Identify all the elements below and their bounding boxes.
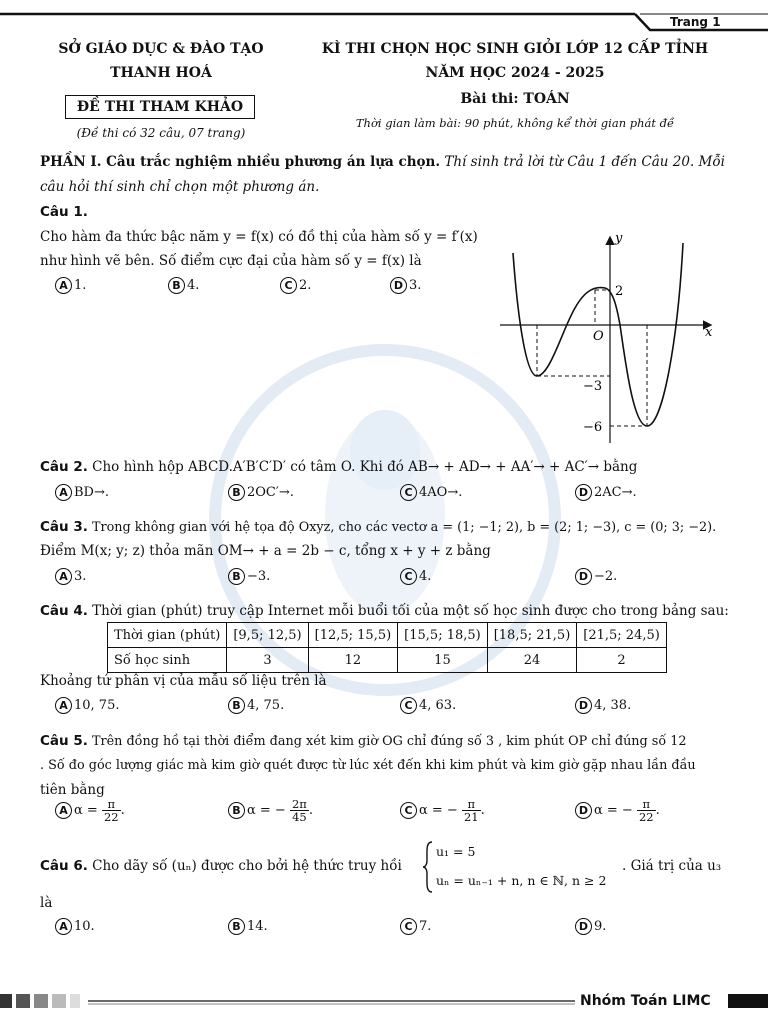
part1-instruction-line2: câu hỏi thí sinh chỉ chọn một phương án. [40,179,320,195]
fraction-numerator: π [637,798,656,811]
option-text: −3. [247,569,271,584]
q6-option-c[interactable] [400,918,431,935]
option-fraction [637,798,656,823]
option-text: 1. [74,278,87,293]
q4-option-b[interactable] [228,697,284,714]
option-text: 3. [409,278,422,293]
q5-stem-line1 [40,733,687,749]
option-fraction [462,798,481,823]
time-note: Thời gian làm bài: 90 phút, không kể thời gian phát đề [355,116,675,130]
q2-option-d[interactable] [575,484,637,501]
q5-text-line1: Trên đồng hồ tại thời điểm đang xét kim giờ OG chỉ đúng số 3 , kim phút OP chỉ đúng số 12 [91,734,687,749]
table-cell: Thời gian (phút) [108,623,227,648]
fraction-denominator: 21 [463,810,479,824]
q5-text-line2: . Số đo góc lượng giác mà kim giờ quét được từ lúc xét đến khi kim phút và kim giờ gặp nhau lần đầu [40,758,696,773]
option-prefix: α = − [594,803,633,818]
q2-option-a[interactable] [55,484,109,501]
q6-text-line2: là [40,895,53,911]
q6-system-line2: uₙ = uₙ₋₁ + n, n ∈ ℕ, n ≥ 2 [436,873,607,888]
q6-stem [40,858,402,874]
option-marker: C [400,802,417,819]
fraction-numerator: π [462,798,481,811]
option-marker: B [228,918,245,935]
option-text: 7. [419,919,432,934]
q6-text-before: Cho dãy số (uₙ) được cho bởi hệ thức truy hồi [92,858,402,874]
header-rule [0,0,768,40]
option-text: 9. [594,919,607,934]
q2-label: Câu 2. [40,459,88,475]
q1-derivative-graph [495,228,720,448]
q3-option-d[interactable] [575,568,617,585]
option-marker: A [55,697,72,714]
table-cell: 3 [227,648,308,673]
option-marker: C [400,568,417,585]
q4-after-text: Khoảng tứ phân vị của mẫu số liệu trên là [40,673,327,689]
tick-label-m6: −6 [583,420,603,435]
exam-type-box: ĐỀ THI THAM KHẢO [65,95,255,119]
q1-option-a[interactable] [55,277,86,294]
q3-label: Câu 3. [40,519,88,535]
q5-label: Câu 5. [40,733,88,749]
option-marker: B [168,277,185,294]
option-prefix: α = − [419,803,458,818]
fraction-denominator: 22 [103,810,119,824]
q1-option-d[interactable] [390,277,421,294]
q5-option-a[interactable]: A α = $\frac{\pi}{22}$ . [55,798,125,823]
tick-label-2: 2 [615,284,624,299]
table-row [108,648,667,673]
table-cell: [15,5; 18,5) [398,623,488,648]
table-cell: [9,5; 12,5) [227,623,308,648]
option-text: 2OC′→. [247,485,294,500]
q6-text-after: . Giá trị của u₃ [622,858,722,874]
exam-title-line2: NĂM HỌC 2024 - 2025 [425,65,605,81]
option-marker: D [575,802,592,819]
table-cell: [18,5; 21,5) [487,623,577,648]
option-marker: A [55,568,72,585]
option-marker: C [280,277,297,294]
fraction-denominator: 22 [638,810,654,824]
option-text: 4AO→. [419,485,463,500]
part1-heading: PHẦN I. Câu trắc nghiệm nhiều phương án lựa chọn. [40,154,441,170]
q1-label: Câu 1. [40,204,88,220]
q4-text: Thời gian (phút) truy cập Internet mỗi buổi tối của một số học sinh được cho trong bảng sau: [92,603,729,619]
q1-text-line1: Cho hàm đa thức bậc năm y = f(x) có đồ thị của hàm số y = f′(x) [40,229,478,245]
y-axis-label: y [615,231,623,246]
footer-brand: Nhóm Toán LIMC [580,993,711,1009]
option-marker: A [55,484,72,501]
org-line2: THANH HOÁ [110,65,212,81]
option-text: BD→. [74,485,110,500]
q2-stem [40,459,637,475]
option-text: 4. [419,569,432,584]
option-text: 10, 75. [74,698,120,713]
option-text: 10. [74,919,95,934]
option-text: 14. [247,919,268,934]
subject: Bài thi: TOÁN [460,91,570,107]
q5-option-c[interactable]: C α = − $\frac{\pi}{21}$ . [400,798,485,823]
option-fraction [102,798,121,823]
q5-option-b[interactable]: B α = − $\frac{2\pi}{45}$ . [228,798,313,823]
option-text: 4, 38. [594,698,632,713]
q4-option-d[interactable] [575,697,631,714]
option-text: 2. [299,278,312,293]
option-fraction [290,798,309,823]
option-marker: C [400,918,417,935]
option-text: 4. [187,278,200,293]
option-marker: A [55,277,72,294]
q6-system-line1: u₁ = 5 [436,844,476,859]
exam-title-line1: KÌ THI CHỌN HỌC SINH GIỎI LỚP 12 CẤP TỈNH [321,41,709,57]
option-prefix: α = [74,803,98,818]
option-marker: B [228,484,245,501]
table-cell: [21,5; 24,5) [577,623,667,648]
x-axis-label: x [705,325,713,340]
option-prefix: α = − [247,803,286,818]
origin-label: O [593,329,604,344]
option-marker: D [390,277,407,294]
fraction-numerator: π [102,798,121,811]
q6-option-a[interactable] [55,918,95,935]
option-marker: C [400,484,417,501]
option-marker: A [55,918,72,935]
q5-text-line3: tiên bằng [40,782,105,798]
q4-option-c[interactable] [400,697,456,714]
option-marker: D [575,918,592,935]
part1-instruction-line1: Thí sinh trả lời từ Câu 1 đến Câu 20. Mỗi [444,154,725,170]
option-marker: D [575,484,592,501]
q3-text-line1: Trong không gian với hệ tọa độ Oxyz, cho các vectơ a = (1; −1; 2), b = (2; 1; −3), c = (0; 3; −2). [91,520,717,535]
option-marker: A [55,802,72,819]
option-text: 4, 75. [247,698,285,713]
fraction-numerator: 2π [291,797,307,811]
option-text: 4, 63. [419,698,457,713]
table-cell: 15 [398,648,488,673]
q1-option-b[interactable] [168,277,199,294]
q1-text-line2: như hình vẽ bên. Số điểm cực đại của hàm số y = f(x) là [40,253,422,269]
table-cell: [12,5; 15,5) [308,623,398,648]
q4-frequency-table [107,622,667,673]
option-marker: B [228,697,245,714]
tick-label-m3: −3 [583,379,603,394]
option-text: −2. [594,569,618,584]
q3-text-line2: Điểm M(x; y; z) thỏa mãn OM→ + a = 2b − c, tổng x + y + z bằng [40,543,491,559]
table-cell: 12 [308,648,398,673]
q2-text: Cho hình hộp ABCD.A′B′C′D′ có tâm O. Khi đó AB→ + AD→ + AA′→ + AC′→ bằng [92,459,638,475]
q1-option-c[interactable] [280,277,311,294]
option-text: 3. [74,569,87,584]
q2-option-c[interactable] [400,484,462,501]
q3-option-a[interactable] [55,568,86,585]
q6-option-d[interactable] [575,918,606,935]
table-cell: 2 [577,648,667,673]
fraction-denominator: 45 [292,810,307,824]
page-label: Trang 1 [670,15,721,29]
q3-option-b[interactable] [228,568,270,585]
option-marker: B [228,802,245,819]
org-line1: SỞ GIÁO DỤC & ĐÀO TẠO [58,41,264,57]
q4-stem [40,603,729,619]
part1-heading-line [40,154,725,170]
q4-option-a[interactable] [55,697,119,714]
option-marker: D [575,568,592,585]
q2-option-b[interactable] [228,484,294,501]
exam-note: (Đề thi có 32 câu, 07 trang) [76,126,246,140]
system-brace [422,840,434,894]
q6-option-b[interactable] [228,918,268,935]
q6-label: Câu 6. [40,858,88,874]
option-marker: C [400,697,417,714]
option-marker: D [575,697,592,714]
table-cell: Số học sinh [108,648,227,673]
option-text: 2AC→. [594,485,637,500]
q5-option-d[interactable]: D α = − $\frac{\pi}{22}$ . [575,798,660,823]
table-header-row [108,623,667,648]
q3-option-c[interactable] [400,568,431,585]
q3-stem-line1 [40,519,716,535]
q4-label: Câu 4. [40,603,88,619]
table-cell: 24 [487,648,577,673]
option-marker: B [228,568,245,585]
